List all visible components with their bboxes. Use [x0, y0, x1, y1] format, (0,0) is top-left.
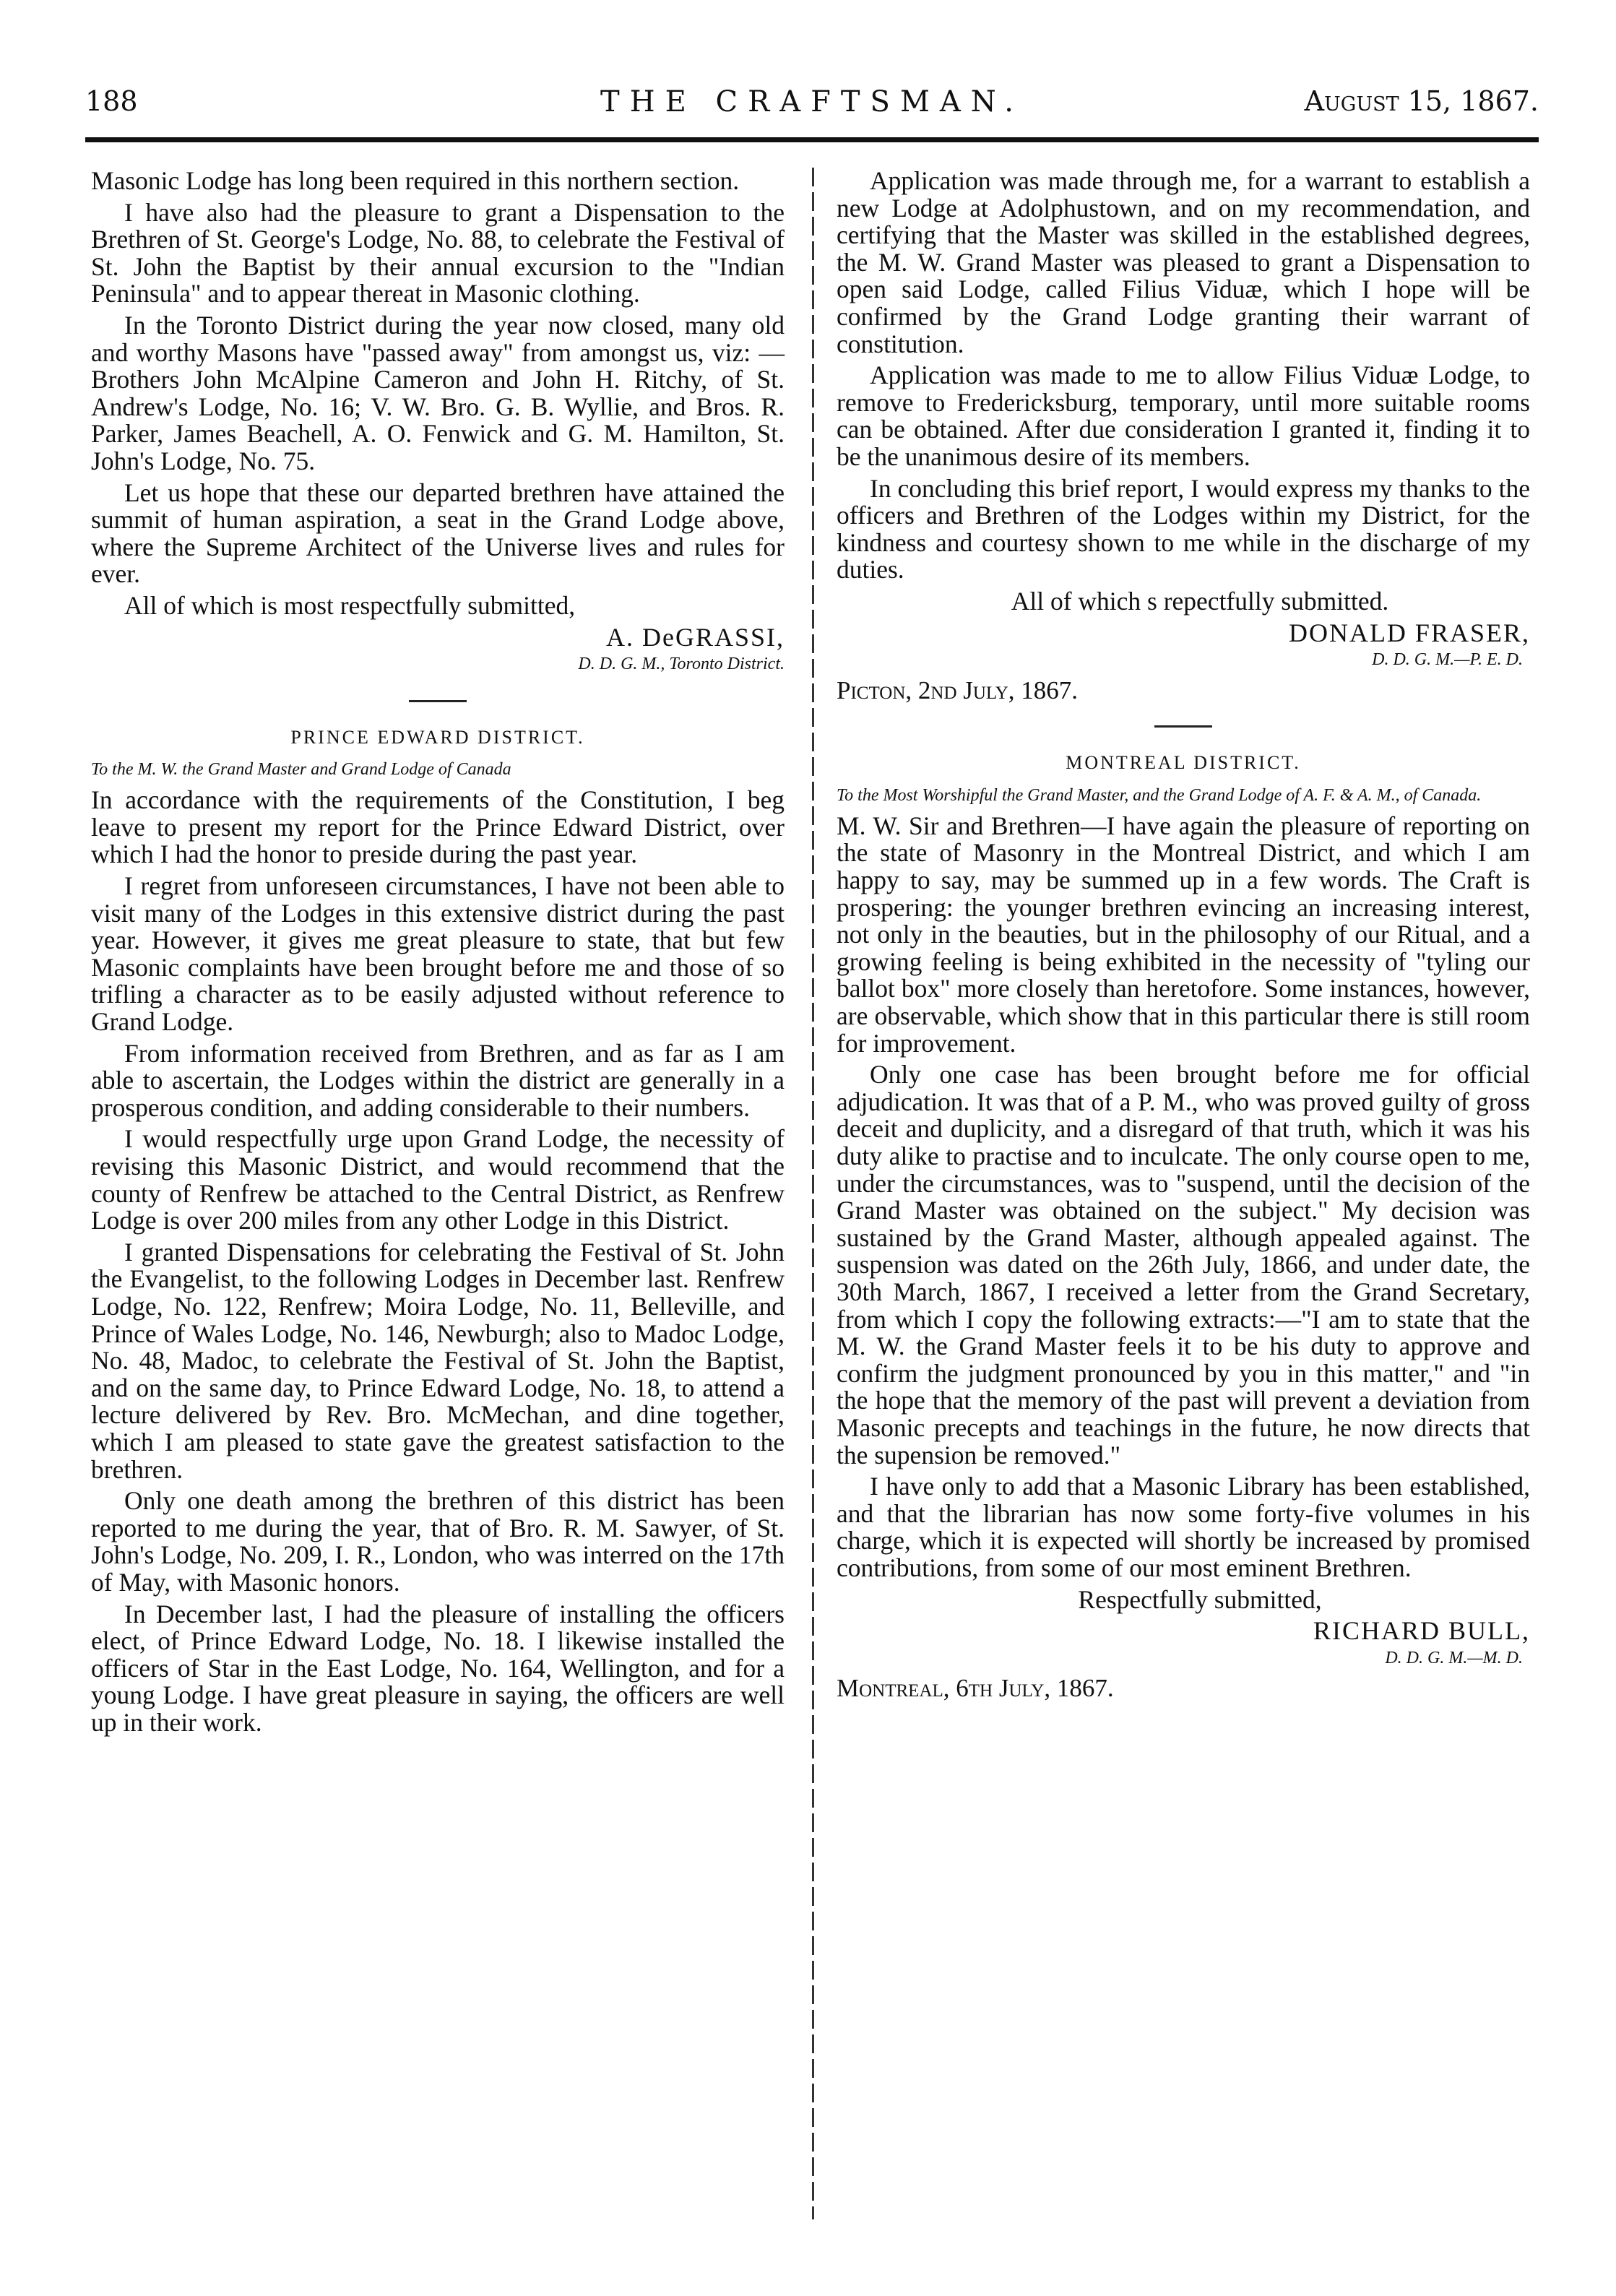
paragraph: Application was made to me to allow Filius Viduæ Lodge, to remove to Fredericksburg, temporary, until more suitable rooms can be obtained. After due consideration I granted it, finding it to be the unanimous desire of its members. [837, 361, 1530, 471]
paragraph: Let us hope that these our departed brethren have attained the summit of human aspiration, a seat in the Grand Lodge above, where the Supreme Architect of the Universe lives and rules for ever. [91, 478, 785, 589]
section-heading: MONTREAL DISTRICT. [1066, 752, 1301, 774]
paragraph: All of which is most respectfully submitted, [124, 590, 576, 620]
signature-name: RICHARD BULL, [1313, 1616, 1530, 1646]
place-date: Picton, 2nd July, 1867. [837, 676, 1078, 704]
right-column [837, 168, 1530, 1702]
paragraph: I granted Dispensations for celebrating the Festival of St. John the Evangelist, to the following Lodges in December last. Renfrew Lodge, No. 122, Renfrew; Moira Lodge, No. 11, Belleville, and Prince of Wales Lodge, No. 146, Newburgh; also to Madoc Lodge, No. 48, Madoc, to celebrate the Festival of St. John the Baptist, and on the same day, to Prince Edward Lodge, No. 18, to attend a lecture delivered by Rev. Bro. McMechan, and dine together, which I am pleased to state gave the greatest satisfaction to the brethren. [91, 1237, 785, 1484]
left-column [91, 168, 785, 1740]
paragraph: M. W. Sir and Brethren—I have again the pleasure of reporting on the state of Masonry in the Montreal District, and which I am happy to say, may be summed up in a few words. The Craft is prospering: the younger brethren evincing an increasing interest, not only in the beauties, but in the philosophy of our Ritual, and a growing feeling is being exhibited in the necessity of "tyling our ballot box" more closely than heretofore. Some instances, however, are observable, which show that in this particular there is still room for improvement. [837, 811, 1530, 1058]
paragraph: Respectfully submitted, [1078, 1584, 1322, 1614]
issue-date: August 15, 1867. [1304, 85, 1539, 117]
page-header [85, 85, 1539, 129]
address-line: To the Most Worshipful the Grand Master, and the Grand Lodge of A. F. & A. M., of Canada. [837, 785, 1482, 805]
page-number: 188 [85, 85, 138, 117]
paragraph: Only one death among the brethren of this district has been reported to me during the year, that of Bro. R. M. Sawyer, of St. John's Lodge, No. 209, I. R., London, who was interred on the 17th of May, with Masonic honors. [91, 1486, 785, 1597]
place-date: Montreal, 6th July, 1867. [837, 1674, 1114, 1703]
signature-title: D. D. G. M.—M. D. [1385, 1648, 1523, 1667]
paragraph: I would respectfully urge upon Grand Lodge, the necessity of revising this Masonic District, and would recommend that the county of Renfrew be attached to the Central District, as Renfrew Lodge is over 200 miles from any other Lodge in this District. [91, 1124, 785, 1235]
signature-name: DONALD FRASER, [1288, 618, 1530, 647]
header-rule [85, 137, 1539, 142]
publication-title: THE CRAFTSMAN. [600, 85, 1024, 118]
paragraph: In December last, I had the pleasure of installing the officers elect, of Prince Edward Lodge, No. 18. I likewise installed the officers of Star in the East Lodge, No. 164, Wellington, and for a young Lodge. I have great pleasure in saying, the officers are well up in their work. [91, 1599, 785, 1737]
signature-name: A. DeGRASSI, [605, 622, 785, 652]
paragraph: All of which s repectfully submitted. [1011, 586, 1389, 616]
section-divider [1154, 725, 1212, 728]
address-line: To the M. W. the Grand Master and Grand Lodge of Canada [91, 760, 511, 780]
paragraph: I have only to add that a Masonic Library has been established, and that the librarian has now some forty-five volumes in his charge, which it is expected will shortly be increased by promised contributions, from some of our most eminent Brethren. [837, 1472, 1530, 1582]
signature-title: D. D. G. M., Toronto District. [578, 655, 785, 674]
paragraph: In concluding this brief report, I would express my thanks to the officers and Brethren of the Lodges within my District, for the kindness and courtesy shown to me while in the discharge of my duties. [837, 473, 1530, 584]
paragraph: In the Toronto District during the year now closed, many old and worthy Masons have "passed away" from amongst us, viz: — Brothers John McAlpine Cameron and John H. Ritchy, of St. Andrew's Lodge, No. 16; V. W. Bro. G. B. Wyllie, and Bros. R. Parker, James Beachell, A. O. Fenwick and G. M. Hamilton, St. John's Lodge, No. 75. [91, 310, 785, 475]
section-divider [409, 700, 467, 702]
signature-title: D. D. G. M.—P. E. D. [1372, 650, 1523, 670]
paragraph: From information received from Brethren, and as far as I am able to ascertain, the Lodges within the district are generally in a prosperous condition, and adding considerable to their numbers. [91, 1038, 785, 1122]
paragraph: Application was made through me, for a warrant to establish a new Lodge at Adolphustown, and on my recommendation, and certifying that the Master was skilled in the established degrees, the M. W. Grand Master was pleased to grant a Dispensation to open said Lodge, called Filius Viduæ, which I hope will be confirmed by the Grand Lodge granting their warrant of constitution. [837, 166, 1530, 358]
paragraph: Only one case has been brought before me for official adjudication. It was that of a P. M., who was proved guilty of gross deceit and duplicity, and a disregard of that truth, which it was his duty alike to practise and to inculcate. The only course open to me, under the circumstances, was to "suspend, until the decision of the Grand Master was obtained on the subject." My decision was sustained by the Grand Master, although appealed against. The suspension was dated on the 26th July, 1866, and under date, the 30th March, 1867, I received a letter from the Grand Secretary, from which I copy the following extracts:—"I am to state that the M. W. the Grand Master feels it to be his duty to approve and confirm the judgment pronounced by you in this matter," and "in the hope that the memory of the past will prevent a deviation from Masonic precepts and teachings in the future, he now directs that the supension be removed." [837, 1060, 1530, 1469]
paragraph: I regret from unforeseen circumstances, I have not been able to visit many of the Lodges in this extensive district during the past year. However, it gives me great pleasure to state, that but few Masonic complaints have been brought before me and those of so trifling a character as to be easily adjusted without reference to Grand Lodge. [91, 871, 785, 1037]
paragraph: In accordance with the requirements of the Constitution, I beg leave to present my report for the Prince Edward District, over which I had the honor to preside during the past year. [91, 785, 785, 869]
paragraph: I have also had the pleasure to grant a Dispensation to the Brethren of St. George's Lodge, No. 88, to celebrate the Festival of St. John the Baptist by their annual excursion to the "Indian Peninsula" and to appear thereat in Masonic clothing. [91, 197, 785, 308]
column-divider [812, 168, 814, 2219]
section-heading: PRINCE EDWARD DISTRICT. [290, 726, 585, 748]
paragraph: Masonic Lodge has long been required in this northern section. [91, 166, 740, 195]
